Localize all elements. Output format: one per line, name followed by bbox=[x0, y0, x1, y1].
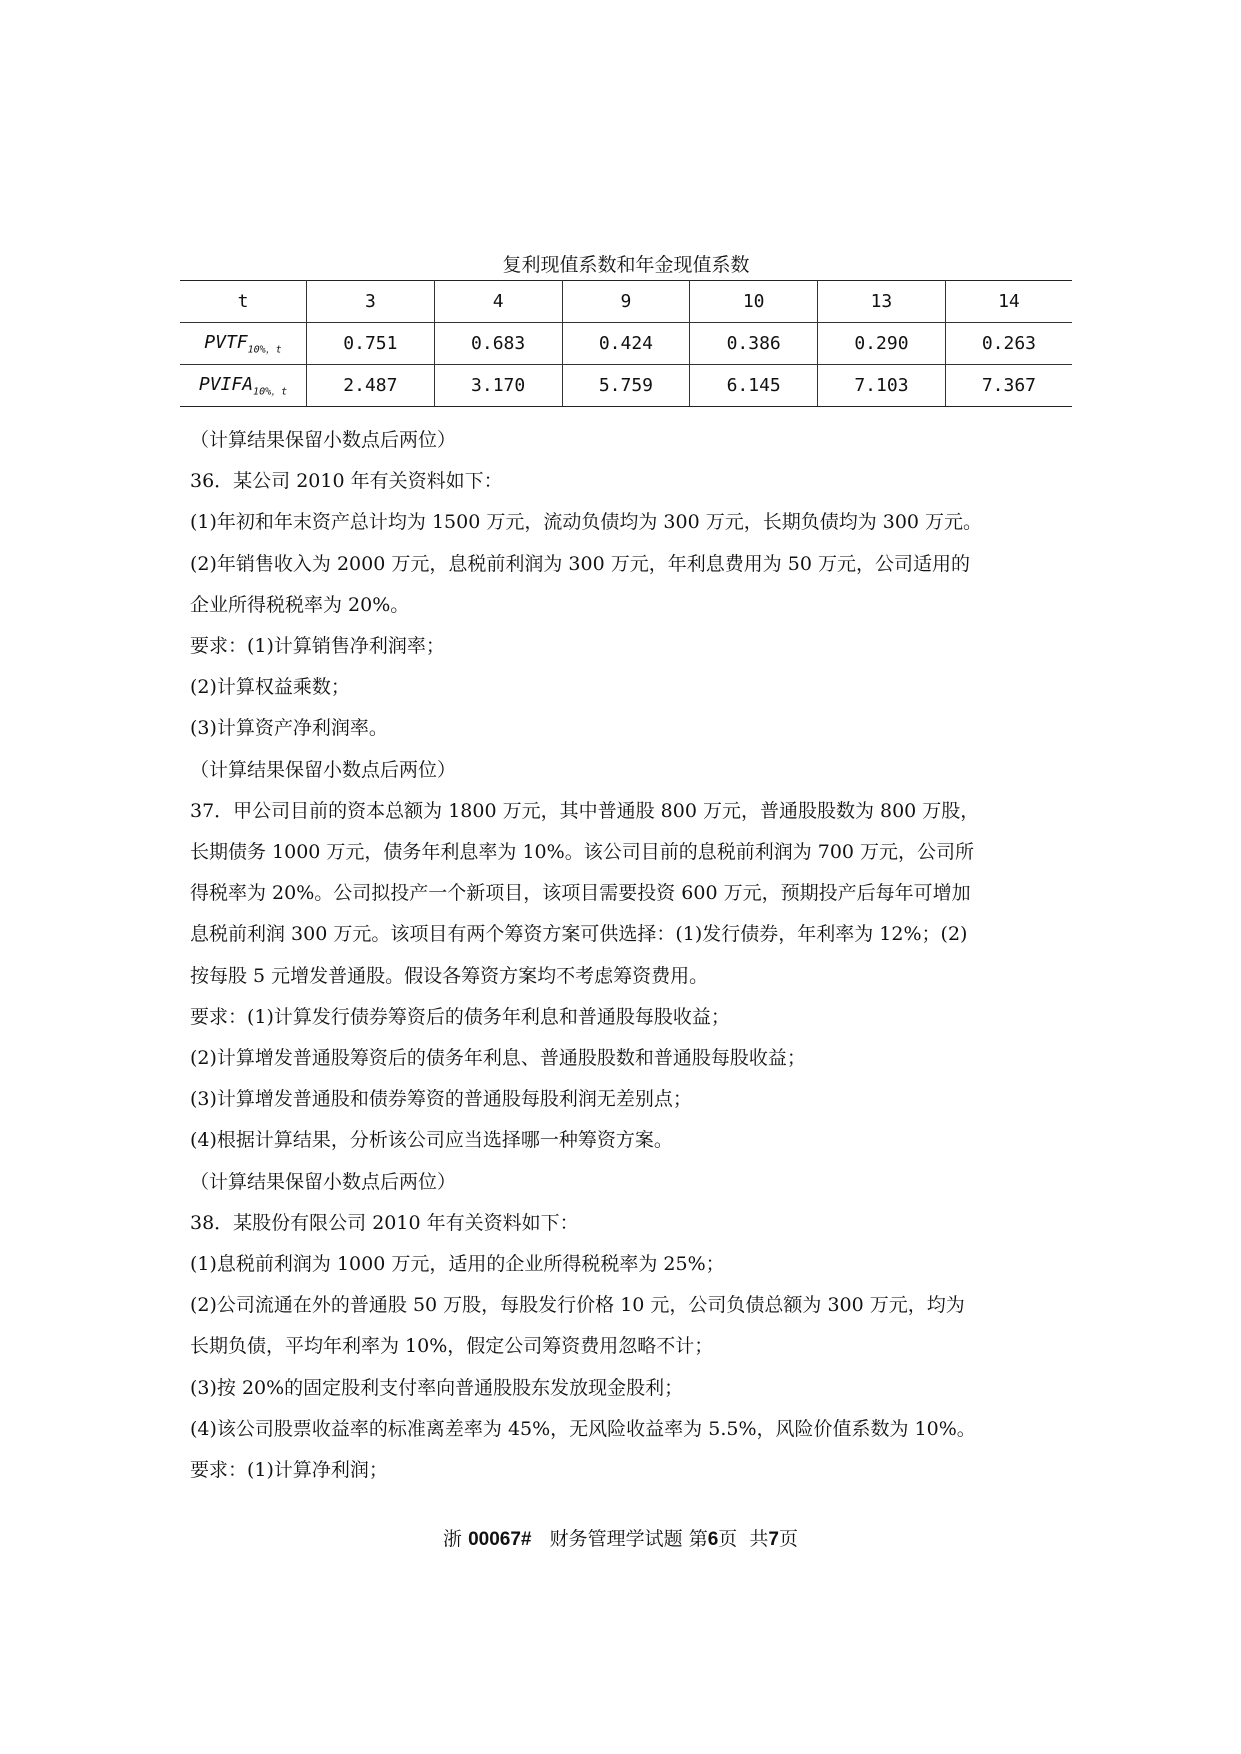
text-line: 息税前利润 300 万元。该项目有两个筹资方案可供选择：(1)发行债券，年利率为 12%；(2) bbox=[190, 923, 968, 946]
text-line: （计算结果保留小数点后两位） bbox=[190, 1170, 457, 1193]
row-label-pvtf bbox=[180, 323, 307, 365]
footer-title: 财务管理学试题 bbox=[549, 1528, 683, 1550]
header-label: t bbox=[180, 281, 307, 323]
text-line: 企业所得税税率为 20%。 bbox=[190, 593, 410, 616]
text-line: (1)年初和年末资产总计均为 1500 万元，流动负债均为 300 万元，长期负债均为 300 万元。 bbox=[190, 511, 983, 534]
text-line: 37．甲公司目前的资本总额为 1800 万元，其中普通股 800 万元，普通股股数为 800 万股， bbox=[190, 799, 980, 822]
text-line: 要求：(1)计算销售净利润率； bbox=[190, 635, 445, 658]
table-cell: 0.424 bbox=[562, 323, 690, 365]
table-cell: 5.759 bbox=[562, 365, 690, 407]
text-line: (2)公司流通在外的普通股 50 万股，每股发行价格 10 元，公司负债总额为 300 万元，均为 bbox=[190, 1294, 965, 1317]
table-cell: 6.145 bbox=[690, 365, 818, 407]
table-cell: 0.290 bbox=[818, 323, 946, 365]
table-cell: 3.170 bbox=[434, 365, 562, 407]
text-line: (2)计算权益乘数； bbox=[190, 676, 350, 699]
text-line: （计算结果保留小数点后两位） bbox=[190, 758, 457, 781]
footer-prefix: 浙 bbox=[443, 1528, 463, 1550]
footer-page-post: 页 bbox=[778, 1528, 798, 1550]
header-cell: 9 bbox=[562, 281, 690, 323]
text-line: (3)计算增发普通股和债券筹资的普通股每股利润无差别点； bbox=[190, 1088, 692, 1111]
row-label-text: PVTF bbox=[204, 331, 248, 353]
question-text bbox=[190, 420, 1070, 1491]
table-cell: 7.367 bbox=[945, 365, 1072, 407]
text-line: 要求：(1)计算发行债券筹资后的债务年利息和普通股每股收益； bbox=[190, 1005, 730, 1028]
table-cell: 7.103 bbox=[818, 365, 946, 407]
header-cell: 10 bbox=[690, 281, 818, 323]
text-line: (4)该公司股票收益率的标准离差率为 45%，无风险收益率为 5.5%，风险价值系数为 10%。 bbox=[190, 1417, 976, 1440]
table-cell: 2.487 bbox=[307, 365, 435, 407]
table-cell: 0.751 bbox=[307, 323, 435, 365]
table-header-row bbox=[180, 281, 1072, 323]
footer-page-pre: 第 bbox=[688, 1528, 708, 1550]
table-row bbox=[180, 323, 1072, 365]
row-label-text: PVIFA bbox=[198, 373, 254, 395]
footer-page-total: 7 bbox=[768, 1529, 779, 1550]
text-line: (3)按 20%的固定股利支付率向普通股股东发放现金股利； bbox=[190, 1376, 684, 1399]
row-label-pvifa bbox=[180, 365, 307, 407]
table-caption: 复利现值系数和年金现值系数 bbox=[502, 254, 750, 276]
page-footer bbox=[0, 1524, 1241, 1551]
row-label-subscript: 10%，t bbox=[247, 344, 282, 356]
text-line: (3)计算资产净利润率。 bbox=[190, 717, 388, 740]
header-cell: 14 bbox=[945, 281, 1072, 323]
text-line: 38．某股份有限公司 2010 年有关资料如下： bbox=[190, 1211, 579, 1234]
text-line: (2)计算增发普通股筹资后的债务年利息、普通股股数和普通股每股收益； bbox=[190, 1047, 806, 1070]
text-line: （计算结果保留小数点后两位） bbox=[190, 429, 457, 451]
text-line: 按每股 5 元增发普通股。假设各筹资方案均不考虑筹资费用。 bbox=[190, 964, 709, 987]
table-cell: 0.263 bbox=[945, 323, 1072, 365]
footer-page-number: 6 bbox=[707, 1529, 719, 1550]
row-label-subscript: 10%，t bbox=[253, 386, 288, 398]
text-line: (1)息税前利润为 1000 万元，适用的企业所得税税率为 25%； bbox=[190, 1253, 725, 1276]
footer-page-mid: 页 共 bbox=[718, 1528, 769, 1550]
text-line: 36．某公司 2010 年有关资料如下： bbox=[190, 470, 503, 493]
present-value-table bbox=[180, 280, 1072, 407]
text-line: 得税率为 20%。公司拟投产一个新项目，该项目需要投资 600 万元，预期投产后每年可增加 bbox=[190, 882, 971, 905]
table-cell: 0.683 bbox=[434, 323, 562, 365]
header-cell: 4 bbox=[434, 281, 562, 323]
text-line: 长期负债，平均年利率为 10%，假定公司筹资费用忽略不计； bbox=[190, 1335, 714, 1358]
header-cell: 3 bbox=[307, 281, 435, 323]
table-row bbox=[180, 365, 1072, 407]
footer-course-code: 00067# bbox=[468, 1529, 532, 1550]
table-cell: 0.386 bbox=[690, 323, 818, 365]
header-cell: 13 bbox=[818, 281, 946, 323]
text-line: (2)年销售收入为 2000 万元，息税前利润为 300 万元，年利息费用为 50 万元，公司适用的 bbox=[190, 552, 970, 575]
text-line: 要求：(1)计算净利润； bbox=[190, 1459, 388, 1482]
text-line: (4)根据计算结果，分析该公司应当选择哪一种筹资方案。 bbox=[190, 1129, 673, 1152]
text-line: 长期债务 1000 万元，债务年利息率为 10%。该公司目前的息税前利润为 700 万元，公司所 bbox=[190, 841, 975, 864]
